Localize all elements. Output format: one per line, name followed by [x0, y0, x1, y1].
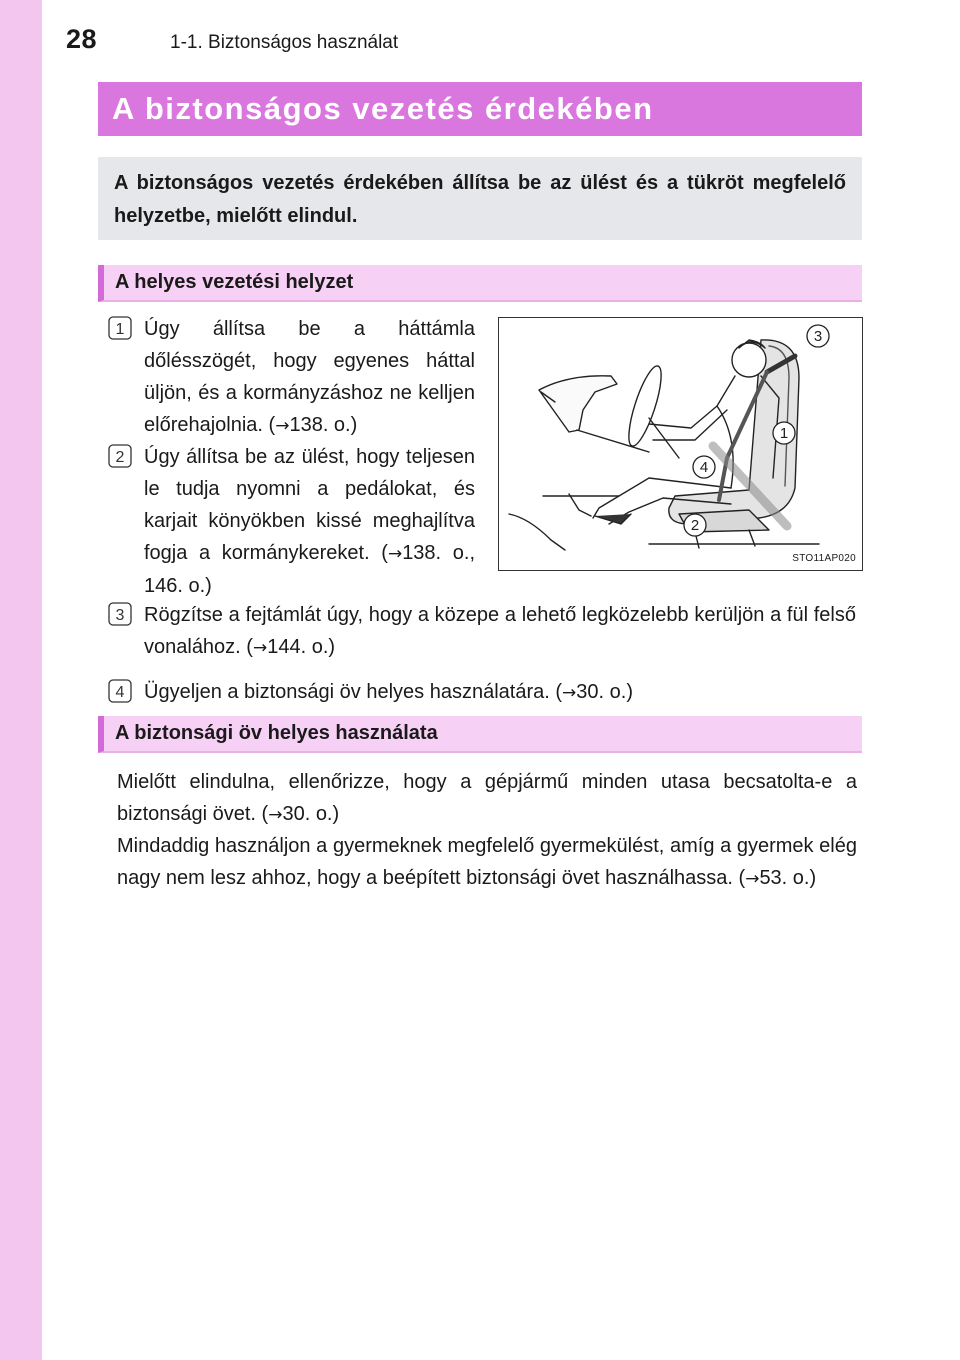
item-2-body: Úgy állítsa be az ülést, hogy teljesen le tudja nyomni a pedálokat, és karjait könyökben kissé meghajlítva fogja a kormánykereket. [144, 446, 475, 564]
intro-box: A biztonságos vezetés érdekében állítsa be az ülést és a tükröt megfelelő helyzetbe, mielőtt elindul. [98, 157, 862, 240]
para-2-ref: 53. o. [759, 867, 810, 889]
item-number-2: 2 [115, 449, 125, 466]
arrow-right-icon: → [268, 805, 283, 825]
driving-position-figure [498, 317, 863, 571]
item-3-text: Rögzítse a fejtámlát úgy, hogy a közepe a lehető legközelebb kerüljön a fül felső vonalához. (→144. o.) [144, 604, 856, 658]
item-number-3-badge [108, 602, 132, 626]
item-3-ref: 144. o. [267, 636, 329, 658]
callout-1-label: 1 [779, 425, 789, 442]
item-4-ref: 30. o. [576, 681, 627, 703]
item-number-4: 4 [115, 684, 125, 701]
item-1-text: Úgy állítsa be a háttámla dőlésszögét, hogy egyenes háttal üljön, és a kormányzáshoz ne kelljen előrehajolnia. (→138. o.) [144, 318, 475, 436]
callout-3-label: 3 [813, 328, 823, 345]
item-2-ref: 138. o., 146. o. [144, 542, 475, 597]
section-label: 1-1. Biztonságos használat [170, 32, 399, 53]
page-number: 28 [66, 24, 98, 54]
seatbelt-paragraph-1: Mielőtt elindulna, ellenőrizze, hogy a gépjármű minden utasa becsatolta-e a biztonsági övet. (→30. o.) [117, 771, 857, 825]
item-1-ref: 138. o. [289, 414, 351, 436]
arrow-right-icon: → [745, 869, 760, 889]
figure-code: STO11AP020 [792, 553, 856, 564]
subheading-seatbelt-usage: A biztonsági öv helyes használata [98, 716, 862, 753]
para-1-body: Mielőtt elindulna, ellenőrizze, hogy a gépjármű minden utasa becsatolta-e a biztonsági övet. [117, 771, 857, 825]
arrow-right-icon: → [252, 638, 268, 658]
page-title: A biztonságos vezetés érdekében [98, 82, 862, 136]
driving-position-illustration [499, 318, 863, 571]
item-number-3: 3 [115, 607, 125, 624]
arrow-right-icon: → [387, 544, 403, 564]
item-number-2-badge [108, 444, 132, 468]
callout-4-label: 4 [699, 459, 709, 476]
arrow-right-icon: → [562, 683, 577, 703]
subheading-driving-position: A helyes vezetési helyzet [98, 265, 862, 302]
item-3-body: Rögzítse a fejtámlát úgy, hogy a közepe a lehető legközelebb kerüljön a fül felső vonalához. [144, 604, 856, 658]
callout-2-label: 2 [690, 517, 700, 534]
chapter-side-strip [0, 0, 42, 1360]
item-number-1: 1 [115, 321, 125, 338]
para-2-body: Mindaddig használjon a gyermeknek megfelelő gyermekülést, amíg a gyermek elég nagy nem lesz ahhoz, hogy a beépített biztonsági övet használhassa. [117, 835, 857, 889]
item-1-body: Úgy állítsa be a háttámla dőlésszögét, hogy egyenes háttal üljön, és a kormányzáshoz ne kelljen előrehajolnia. [144, 318, 475, 436]
arrow-right-icon: → [275, 416, 290, 436]
item-2-text: Úgy állítsa be az ülést, hogy teljesen le tudja nyomni a pedálokat, és karjait könyökben kissé meghajlítva fogja a kormánykereket. (→138. o., 146. o.) [144, 446, 475, 597]
item-number-4-badge [108, 679, 132, 703]
seatbelt-paragraph-2: Mindaddig használjon a gyermeknek megfelelő gyermekülést, amíg a gyermek elég nagy nem lesz ahhoz, hogy a beépített biztonsági övet használhassa. (→53. o.) [117, 835, 857, 889]
item-number-1-badge [108, 316, 132, 340]
item-4-body: Ügyeljen a biztonsági öv helyes használatára. [144, 681, 550, 703]
item-4-text: Ügyeljen a biztonsági öv helyes használatára. (→30. o.) [144, 681, 633, 703]
para-1-ref: 30. o. [282, 803, 333, 825]
